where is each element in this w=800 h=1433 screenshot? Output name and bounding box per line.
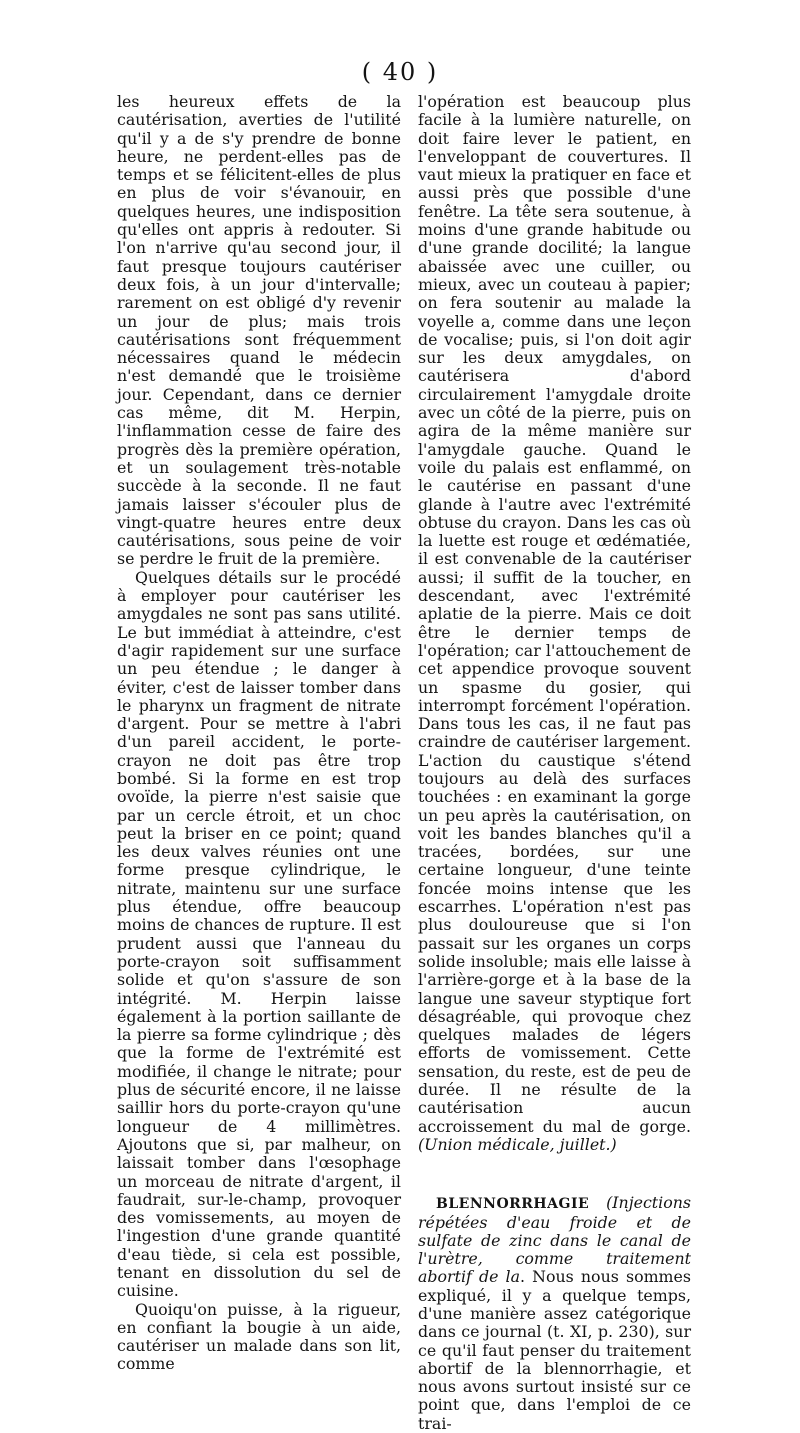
page-number: ( 40 ) [361,58,439,86]
article-body: . Nous nous sommes expliqué, il y a quelque temps, d'une manière assez catégorique dans ce journal (t. XI, p. 230), sur ce qu'il faut penser du traitement abortif de la blennorrhagie, et nous avons surtout insisté sur ce point que, dans l'emploi de ce trai- [418,1267,691,1433]
right-paragraph-1 [418,93,691,1154]
left-paragraph-3: Quoiqu'on puisse, à la rigueur, en confiant la bougie à un aide, cautériser un malade dans son lit, comme [117,1299,401,1374]
blennorrhagie-article [418,1194,691,1433]
source-citation: (Union médicale, juillet.) [418,1134,617,1154]
article-heading: BLENNORRHAGIE [436,1196,590,1213]
right-column [418,93,691,1433]
left-column [117,93,401,1374]
right-paragraph-1-text: l'opération est beaucoup plus facile à la lumière naturelle, on doit faire lever le patient, en l'enveloppant de couvertures. Il vaut mieux la pratiquer en face et aussi près que possible d'une fenêtre. La tête sera soutenue, à moins d'une grande habitude ou d'une grande docilité; la langue abaissée avec une cuiller, ou mieux, avec un couteau à papier; on fera soutenir au malade la voyelle a, comme dans une leçon de vocalise; puis, si l'on doit agir sur les deux amygdales, on cautérisera d'abord circulairement l'amygdale droite avec un côté de la pierre, puis on agira de la même manière sur l'amygdale gauche. Quand le voile du palais est enflammé, on le cautérise en passant d'une glande à l'autre avec l'extrémité obtuse du crayon. Dans les cas où la luette est rouge et œdématiée, il est convenable de la cautériser aussi; il suffit de la toucher, en descendant, avec l'extrémité aplatie de la pierre. Mais ce doit être le dernier temps de l'opération; car l'attouchement de cet appendice provoque souvent un spasme du gosier, qui interrompt forcément l'opération. Dans tous les cas, il ne faut pas craindre de cautériser largement. L'action du caustique s'étend toujours au delà des surfaces touchées : en examinant la gorge un peu après la cautérisation, on voit les bandes blanches qu'il a tracées, bordées, sur une certaine longueur, d'une teinte foncée moins intense que les escarrhes. L'opération n'est pas plus douloureuse que si l'on passait sur les organes un corps solide insoluble; mais elle laisse à l'arrière-gorge et à la base de la langue une saveur styptique fort désagréable, qui provoque chez quelques malades de légers efforts de vomissement. Cette sensation, du reste, est de peu de durée. Il ne résulte de la cautérisation aucun accroissement du mal de gorge. [418,92,691,1136]
left-paragraph-1: les heureux effets de la cautérisation, averties de l'utilité qu'il y a de s'y prendre de bonne heure, ne perdent-elles pas de temps et se félicitent-elles de plus en plus de voir s'évanouir, en quelques heures, une indisposition qu'elles ont appris à redouter. Si l'on n'arrive qu'au second jour, il faut presque toujours cautériser deux fois, à un jour d'intervalle; rarement on est obligé d'y revenir un jour de plus; mais trois cautérisations sont fréquemment nécessaires quand le médecin n'est demandé que le troisième jour. Cependant, dans ce dernier cas même, dit M. Herpin, l'inflammation cesse de faire des progrès dès la première opération, et un soulagement très-notable succède à la seconde. Il ne faut jamais laisser s'écouler plus de vingt-quatre heures entre deux cautérisations, sous peine de voir se perdre le fruit de la première. [117,92,401,569]
article-title: (Injections répétées d'eau froide et de sulfate de zinc dans le canal de l'urètre, comme traitement abortif de la [418,1193,691,1287]
left-paragraph-2: Quelques détails sur le procédé à employer pour cautériser les amygdales ne sont pas sans utilité. Le but immédiat à atteindre, c'est d'agir rapidement sur une surface un peu étendue ; le danger à éviter, c'est de laisser tomber dans le pharynx un fragment de nitrate d'argent. Pour se mettre à l'abri d'un pareil accident, le porte-crayon ne doit pas être trop bombé. Si la forme en est trop ovoïde, la pierre n'est saisie que par un cercle étroit, et un choc peut la briser en ce point; quand les deux valves réunies ont une forme presque cylindrique, le nitrate, maintenu sur une surface plus étendue, offre beaucoup moins de chances de rupture. Il est prudent aussi que l'anneau du porte-crayon soit suffisamment solide et qu'on s'assure de son intégrité. M. Herpin laisse également à la portion saillante de la pierre sa forme cylindrique ; dès que la forme de l'extrémité est modifiée, il change le nitrate; pour plus de sécurité encore, il ne laisse saillir hors du porte-crayon qu'une longueur de 4 millimètres. Ajoutons que si, par malheur, on laissait tomber dans l'œsophage un morceau de nitrate d'argent, il faudrait, sur-le-champ, provoquer des vomissements, au moyen de l'ingestion d'une grande quantité d'eau tiède, si cela est possible, tenant en dissolution du sel de cuisine. [117,567,401,1301]
